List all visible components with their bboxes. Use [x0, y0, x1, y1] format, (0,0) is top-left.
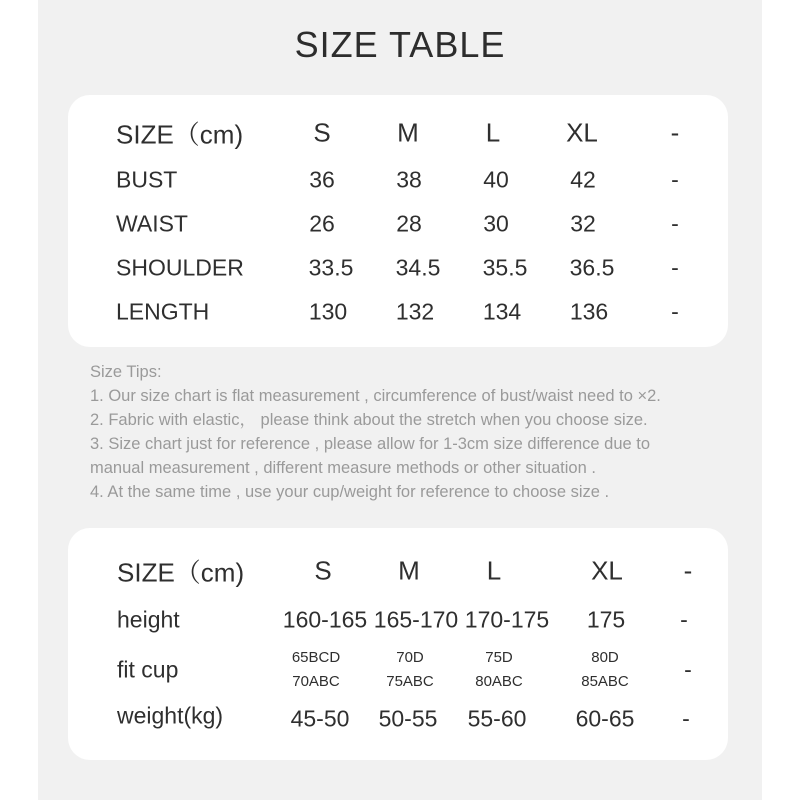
table-cell: 33.5: [308, 254, 354, 281]
table-cell: 45-50: [290, 705, 350, 732]
cup-size: 75ABC: [386, 673, 434, 690]
cup-size: 80D: [591, 649, 619, 666]
table-cell: [581, 646, 629, 694]
fit-header-l: L: [486, 555, 502, 586]
row-label-weight: weight(kg): [117, 702, 224, 729]
table-cell: -: [671, 298, 679, 325]
table-cell: 132: [395, 298, 435, 325]
page-title: SIZE TABLE: [294, 24, 506, 65]
cup-size: 65BCD: [291, 649, 341, 666]
cup-size: 85ABC: [581, 673, 629, 690]
cup-size: 70ABC: [292, 673, 340, 690]
table-cell: 55-60: [467, 705, 527, 732]
table-cell: [292, 646, 340, 694]
row-label-bust: BUST: [116, 166, 178, 193]
table-cell: -: [671, 166, 679, 193]
table-cell: [386, 646, 434, 694]
size-header-label: SIZE（cm): [116, 119, 244, 150]
table-cell: 60-65: [575, 705, 635, 732]
table-cell: 38: [396, 166, 422, 193]
fit-header-xl: XL: [591, 555, 623, 586]
size-tip-line: 2. Fabric with elastic， please think about the stretch when you choose size.: [90, 411, 648, 429]
row-label-waist: WAIST: [116, 210, 188, 237]
size-header-dash: -: [670, 117, 680, 148]
table-cell: 165-170: [373, 606, 459, 633]
row-label-height: height: [117, 606, 180, 633]
size-tips: [90, 360, 750, 504]
table-cell: 35.5: [482, 254, 528, 281]
table-cell: 32: [570, 210, 596, 237]
table-cell: 36: [309, 166, 335, 193]
row-label-length: LENGTH: [116, 298, 210, 325]
table-cell: 34.5: [395, 254, 441, 281]
table-cell: 42: [570, 166, 596, 193]
table-cell: -: [671, 210, 679, 237]
table-cell: 40: [483, 166, 509, 193]
size-header-m: M: [397, 117, 419, 148]
size-header-l: L: [485, 117, 501, 148]
size-tip-line: 4. At the same time , use your cup/weight for reference to choose size .: [90, 483, 610, 501]
table-cell: 175: [586, 606, 626, 633]
size-header-xl: XL: [566, 117, 598, 148]
cup-size: 80ABC: [475, 673, 523, 690]
size-tip-line: 1. Our size chart is flat measurement , circumference of bust/waist need to ×2.: [90, 387, 661, 405]
table-cell: 136: [569, 298, 609, 325]
table-cell: -: [671, 254, 679, 281]
table-cell: 50-55: [378, 705, 438, 732]
fit-header-dash: -: [683, 555, 693, 586]
table-cell: 36.5: [569, 254, 615, 281]
cup-size: 70D: [396, 649, 424, 666]
table-cell: 30: [483, 210, 509, 237]
table-cell: -: [680, 606, 688, 633]
cup-size: 75D: [485, 649, 513, 666]
table-cell: [475, 646, 523, 694]
table-cell: 28: [396, 210, 422, 237]
fit-header-label: SIZE（cm): [117, 557, 245, 588]
table-cell: 26: [309, 210, 335, 237]
row-label-shoulder: SHOULDER: [116, 254, 244, 281]
table-cell: -: [684, 656, 692, 683]
fit-header-s: S: [314, 555, 332, 586]
size-tips-heading: Size Tips:: [90, 363, 162, 381]
table-cell: 160-165: [282, 606, 368, 633]
size-header-s: S: [313, 117, 331, 148]
table-cell: 170-175: [464, 606, 550, 633]
table-cell: 134: [482, 298, 522, 325]
table-cell: 130: [308, 298, 348, 325]
fit-header-m: M: [398, 555, 420, 586]
row-label-fit-cup: fit cup: [117, 656, 179, 683]
size-tip-line: manual measurement , different measure methods or other situation .: [90, 459, 596, 477]
table-cell: -: [682, 705, 690, 732]
size-tip-line: 3. Size chart just for reference , please allow for 1-3cm size difference due to: [90, 435, 651, 453]
